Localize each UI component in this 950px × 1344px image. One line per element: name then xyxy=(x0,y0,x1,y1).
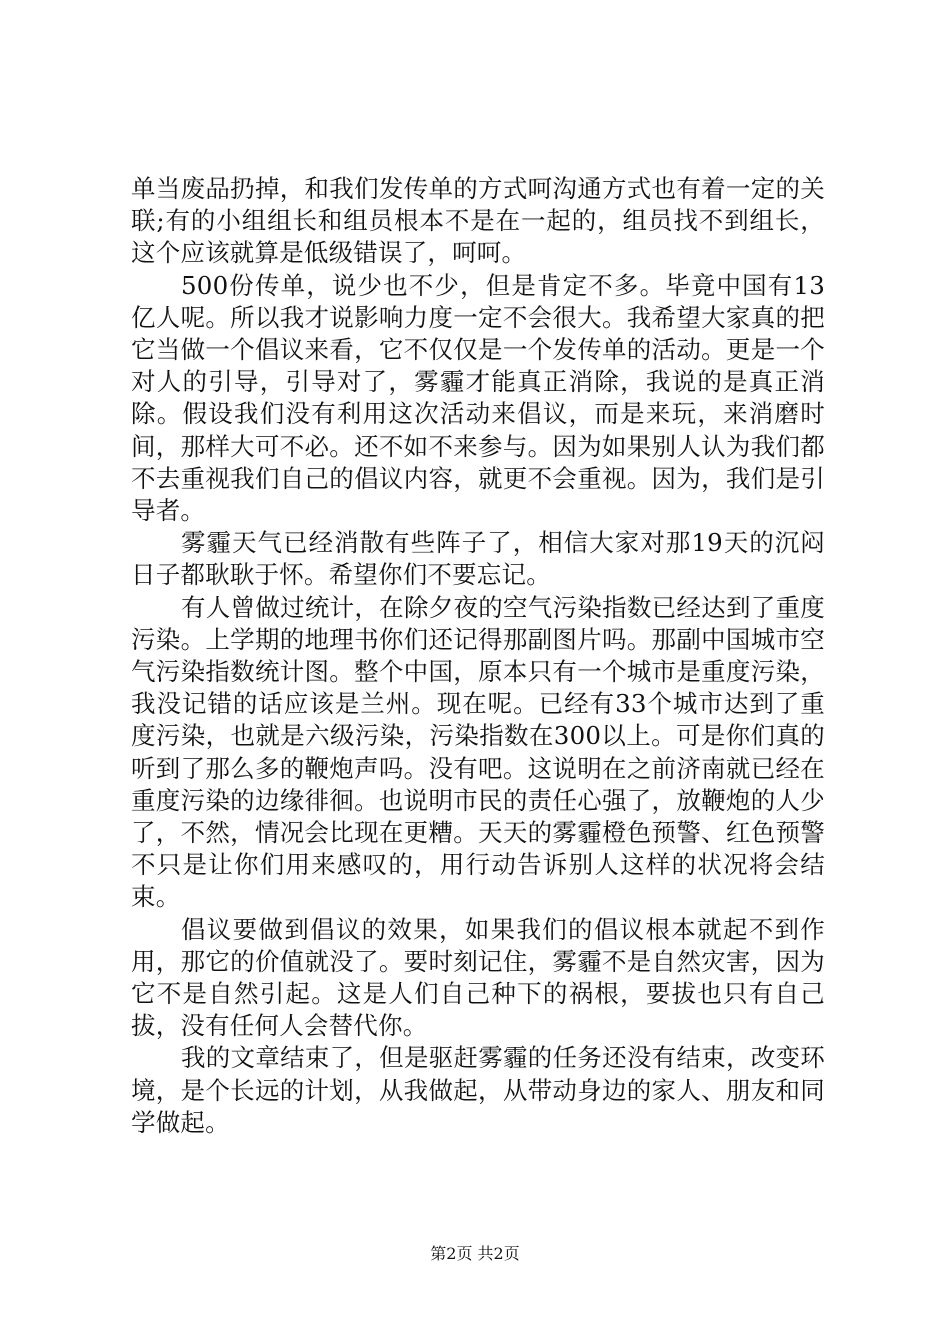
paragraph: 500份传单，说少也不少，但是肯定不多。毕竟中国有13亿人呢。所以我才说影响力度一定不会很大。我希望大家真的把它当做一个倡议来看，它不仅仅是一个发传单的活动。更是一个对人的引导，引导对了，雾霾才能真正消除，我说的是真正消除。假设我们没有利用这次活动来倡议，而是来玩，来消磨时间，那样大可不必。还不如不来参与。因为如果别人认为我们都不去重视我们自己的倡议内容，就更不会重视。因为，我们是引导者。 xyxy=(131,270,825,526)
document-body xyxy=(131,173,825,1139)
paragraph: 雾霾天气已经消散有些阵子了，相信大家对那19天的沉闷日子都耿耿于怀。希望你们不要忘记。 xyxy=(131,528,825,590)
paragraph: 倡议要做到倡议的效果，如果我们的倡议根本就起不到作用，那它的价值就没了。要时刻记住，雾霾不是自然灾害，因为它不是自然引起。这是人们自己种下的祸根，要拔也只有自己拔，没有任何人会替代你。 xyxy=(131,914,825,1041)
page-number-footer: 第2页 共2页 xyxy=(430,1244,520,1263)
paragraph: 我的文章结束了，但是驱赶雾霾的任务还没有结束，改变环境，是个长远的计划，从我做起，从带动身边的家人、朋友和同学做起。 xyxy=(131,1043,825,1137)
paragraph: 有人曾做过统计，在除夕夜的空气污染指数已经达到了重度污染。上学期的地理书你们还记得那副图片吗。那副中国城市空气污染指数统计图。整个中国，原本只有一个城市是重度污染，我没记错的话应该是兰州。现在呢。已经有33个城市达到了重度污染，也就是六级污染，污染指数在300以上。可是你们真的听到了那么多的鞭炮声吗。没有吧。这说明在之前济南就已经在重度污染的边缘徘徊。也说明市民的责任心强了，放鞭炮的人少了，不然，情况会比现在更糟。天天的雾霾橙色预警、红色预警不只是让你们用来感叹的，用行动告诉别人这样的状况将会结束。 xyxy=(131,592,825,912)
paragraph: 单当废品扔掉，和我们发传单的方式呵沟通方式也有着一定的关联;有的小组组长和组员根本不是在一起的，组员找不到组长，这个应该就算是低级错误了，呵呵。 xyxy=(131,174,825,268)
